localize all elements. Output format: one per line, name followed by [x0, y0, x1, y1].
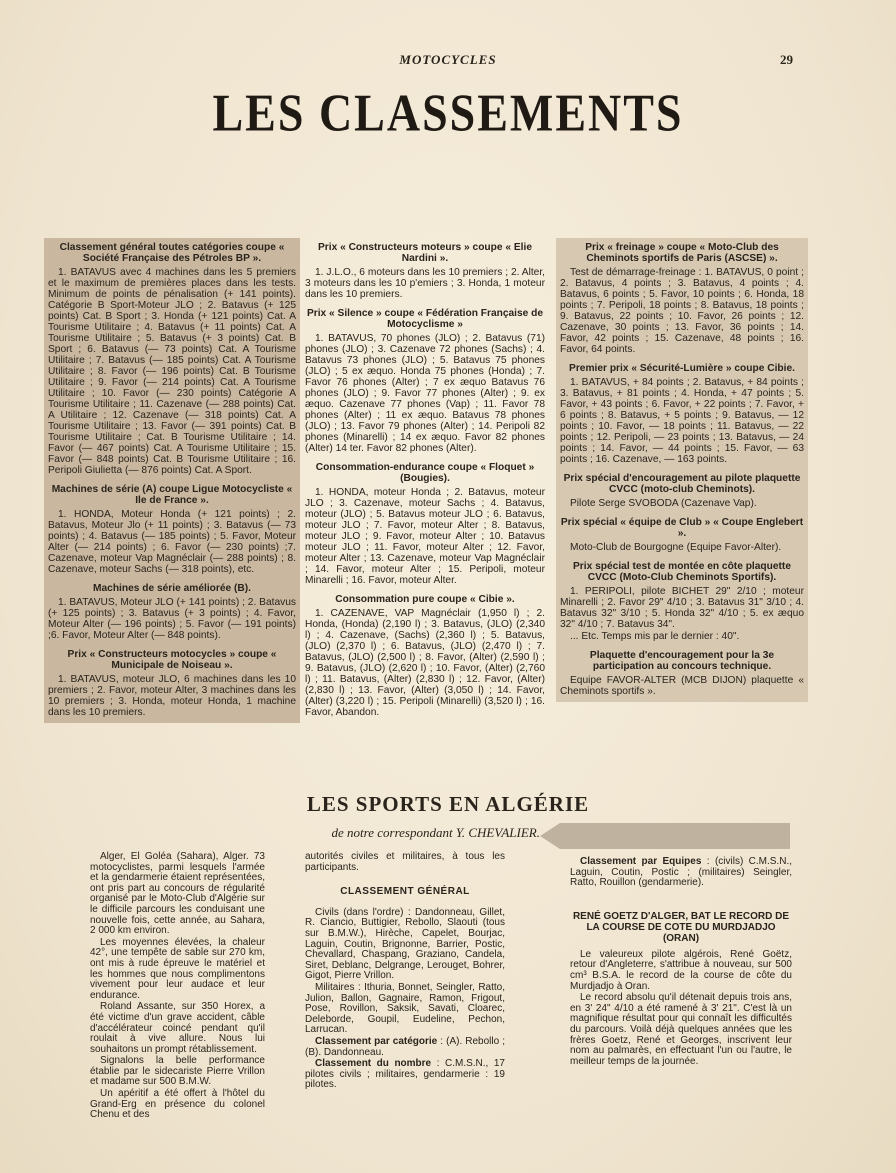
paragraph: Roland Assante, sur 350 Horex, a été victime d'un grave accident, câble d'accélérateur coincé pendant qu'il roulait à vive allure. Nous lui souhaitons un prompt rétablissement.: [90, 1001, 265, 1055]
result-paragraph: Equipe FAVOR-ALTER (MCB DIJON) plaquette « Cheminots sportifs ».: [560, 675, 804, 697]
paragraph: Les moyennes élevées, la chaleur 42°, une tempête de sable sur 270 km, ont mis à rude épreuve le matériel et les hommes que nous complimentons vivement pour leur audace et leur endurance.: [90, 936, 265, 1001]
byline: de notre correspondant Y. CHEVALIER.: [331, 825, 540, 840]
result-paragraph: 1. HONDA, moteur Honda ; 2. Batavus, moteur JLO ; 3. Cazenave, moteur Sachs ; 4. Batavus, moteur (JLO) ; 5. Batavus moteur JLO ; 6. Batavus, moteur JLO ; 7. Favor, moteur Alter ; 8. Batavus, moteur JLO ; 9. Favor, moteur Alter ; 10. Batavus moteur JLO ; 11. Favor, moteur Alter ; 12. Favor, moteur Alter ; 13. Cazenave, moteur Vap Magnéclair ; 14. Favor, moteur Alter ; 15. Peripoli, moteur Minarelli ; 16. Favor, moteur Alter.: [305, 487, 545, 586]
classement-general-heading: CLASSEMENT GÉNÉRAL: [340, 886, 470, 898]
results-column-3: [556, 238, 808, 702]
result-paragraph: Moto-Club de Bourgogne (Equipe Favor-Alter).: [570, 542, 782, 553]
section-heading: Plaquette d'encouragement pour la 3e participation au concours technique.: [589, 650, 775, 672]
algerie-column-1: [90, 852, 265, 1122]
category-label: Classement par catégorie: [315, 1035, 438, 1047]
nombre-text: : C.M.S.N., 17 pilotes civils ; militaires, gendarmerie : 19 pilotes.: [305, 1058, 505, 1091]
result-paragraph: 1. J.L.O., 6 moteurs dans les 10 premiers ; 2. Alter, 3 moteurs dans les 10 p'emiers ; 3. Honda, 1 moteur dans les 10 premiers.: [305, 267, 545, 300]
section-heading: Prix spécial « équipe de Club » « Coupe Englebert ».: [560, 517, 804, 539]
algerie-column-3: [570, 857, 792, 1068]
paragraph: autorités civiles et militaires, à tous les participants.: [305, 851, 505, 873]
paragraph: Alger, El Goléa (Sahara), Alger. 73 motocyclistes, parmi lesquels l'armée et la gendarmerie étaient représentées, ont pris part au concours de régularité organisé par le Moto-Club d'Algérie sur le difficile parcours les conduisant une nouvelle fois, cette année, au Sahara, 2 000 km environ.: [90, 851, 265, 937]
paragraph: [305, 1059, 505, 1091]
section-heading: Machines de série (A) coupe Ligue Motocycliste « Ile de France ».: [51, 484, 293, 506]
paragraph: [570, 857, 792, 889]
result-paragraph: 1. BATAVUS, + 84 points ; 2. Batavus, + 84 points ; 3. Batavus, + 81 points ; 4. Honda, + 47 points ; 5. Favor, + 43 points ; 6. Favor, + 22 points ; 7. Favor, + 6 points ; 8. Batavus, + 5 points ; 9. Batavus, — 12 points ; 10. Favor, — 18 points ; 11. Batavus, — 22 points ; 12. Peripoli, — 23 points ; 13. Batavus, — 24 points ; 14. Favor, — 44 points ; 15. Favor, — 63 points ; 16. Cazenave, — 163 points.: [560, 377, 804, 465]
results-column-2: [305, 242, 545, 719]
paragraph: Signalons la belle performance établie par le sidecariste Pierre Vrillon et madame sur 500 B.M.W.: [90, 1055, 265, 1088]
paragraph: Le record absolu qu'il détenait depuis trois ans, en 3' 24" 4/10 a été ramené à 3' 21". C'est là un magnifique résultat pour qui connaît les difficultés du parcours. Voilà déjà quelques années que les frères Goetz, René et Georges, inscrivent leur nom au palmarès, en effectuant l'un ou l'autre, le meilleur temps de la journée.: [570, 992, 792, 1067]
section-heading: Prix spécial test de montée en côte plaquette CVCC (Moto-Club Cheminots Sportifs).: [573, 561, 791, 583]
byline-arrow-shape: [540, 823, 790, 849]
page-title: LES CLASSEMENTS: [212, 83, 684, 142]
result-paragraph: Test de démarrage-freinage : 1. BATAVUS, 0 point ; 2. Batavus, 4 points ; 3. Batavus, 4 points ; 4. Batavus, 6 points ; 5. Favor, 10 points ; 6. Honda, 18 points ; 7. Peripoli, 18 points ; 8. Batavus, 18 points ; 9. Batavus, 22 points ; 10. Favor, 26 points ; 12. Cazenave, 30 points ; 13. Favor, 36 points ; 14. Favor, 42 points ; 15. Cazenave, 48 points ; 16. Favor, 64 points.: [560, 267, 804, 355]
section-heading: Prix « freinage » coupe « Moto-Club des Cheminots sportifs de Paris (ASCSE) ».: [585, 242, 779, 264]
result-paragraph: 1. BATAVUS avec 4 machines dans les 5 premiers et le maximum de premières places dans les tests. Minimum de points de pénalisation (+ 141 points). Catégorie B Sport-Moteur JLO ; 2. Batavus (+ 125 points) Cat. B Sport ; 3. Honda (+ 121 points) Cat. A Tourisme Utilitaire ; 4. Batavus (+ 11 points) Cat. A Tourisme Utilitaire ; 5. Batavus (+ 3 points) Cat. B Sport ; 6. Batavus (— 73 points) Cat. A Tourisme Utilitaire ; 7. Batavus (— 185 points) Cat. A Tourisme Utilitaire ; 8. Favor (— 196 points) Cat. B Tourisme Utilitaire ; 9. Favor (— 214 points) Cat. A Tourisme Utilitaire ; 10. Favor (— 230 points) Catégorie A Tourisme Utilitaire ; 11. Cazenave (— 288 points) Cat. A Utilitaire ; 12. Cazenave (— 318 points) Cat. A Tourisme Utilitaire ; 13. Favor (— 391 points) Cat. B Tourisme Utilitaire ; Cat. B Tourisme Utilitaire ; 14. Favor (— 467 points) Cat. A Tourisme Utilitaire ; 15. Favor (— 848 points) Cat. B Tourisme Utilitaire ; 16. Peripoli Giulietta (— 876 points) Cat. A Sport.: [48, 267, 296, 476]
paragraph: Le valeureux pilote algérois, René Goëtz, retour d'Angleterre, s'attribue à nouveau, sur 500 cm³ B.S.A. le record de la course de côte du Murdjadjo à Oran.: [570, 948, 792, 992]
paragraph: Militaires : Ithuria, Bonnet, Seingler, Ratto, Julion, Ballon, Gagnaire, Ramon, Frigout, Pose, Rovillon, Saksik, Savati, Cloarec, Deleborde, Goupil, Eudeline, Pechon, Larrucan.: [305, 981, 505, 1036]
section-heading: Consommation-endurance coupe « Floquet » (Bougies).: [315, 462, 535, 484]
paragraph: Un apéritif a été offert à l'hôtel du Grand-Erg en présence du colonel Chenu et des: [90, 1088, 265, 1121]
section-heading: Prix « Constructeurs moteurs » coupe « Elie Nardini ».: [317, 242, 532, 264]
result-paragraph: 1. BATAVUS, moteur JLO, 6 machines dans les 10 premiers ; 2. Favor, moteur Alter, 3 machines dans les 10 premiers ; 3. Honda, moteur Honda, 1 machine dans les 10 premiers.: [48, 674, 296, 718]
section-heading: Machines de série améliorée (B).: [93, 583, 251, 594]
section-heading: Premier prix « Sécurité-Lumière » coupe Cibie.: [569, 363, 795, 374]
section-heading: Classement général toutes catégories coupe « Société Française des Pétroles BP ».: [59, 242, 285, 264]
category-text: : (A). Rebollo ; (B). Dandonneau.: [305, 1035, 505, 1058]
page-number: 29: [780, 52, 793, 67]
section-heading: Prix spécial d'encouragement au pilote plaquette CVCC (moto-club Cheminots).: [563, 473, 801, 495]
section-heading: Prix « Constructeurs motocycles » coupe « Municipale de Noiseau ».: [67, 649, 277, 671]
result-paragraph: 1. CAZENAVE, VAP Magnéclair (1,950 l) ; 2. Honda, (Honda) (2,190 l) ; 3. Batavus, (JLO) (2,340 l) ; 4. Cazenave, (Sachs) (2,360 l) ; 5. Batavus, (JLO) (2,370 l) ; 6. Batavus, (JLO) (2,470 l) ; 7. Batavus, (JLO) (2,500 l) ; 8. Favor, (Alter) (2,590 l) ; 9. Batavus, (JLO) (2,620 l) ; 10. Favor, (Alter) (2,760 l) ; 11. Batavus, (Alter) (2,830 l) ; 12. Favor, (Alter) (2,830 l) ; 13. Favor, (Alter) (3,050 l) ; 14. Favor, (Alter) (3,220 l) ; 15. Peripoli (Minarelli) (3,520 l) ; 16. Favor, Abandon.: [305, 608, 545, 718]
result-paragraph: 1. PERIPOLI, pilote BICHET 29" 2/10 ; moteur Minarelli ; 2. Favor 29" 4/10 ; 3. Batavus 31" 3/10 ; 4. Batavus 32" 3/10 ; 5. Honda 32" 4/10 ; 5. ex æquo 32" 4/10 ; 7. Batavus 34".: [560, 586, 804, 630]
equipes-label: Classement par Equipes: [580, 856, 702, 867]
algerie-column-2: [305, 852, 505, 1092]
equipes-text: : (civils) C.M.S.N., Laguin, Coutin, Postic ; (militaires) Seingler, Ratto, Rouillon (gendarmerie).: [570, 856, 793, 889]
result-paragraph: 1. BATAVUS, 70 phones (JLO) ; 2. Batavus (71) phones (JLO) ; 3. Cazenave 72 phones (Sachs) ; 4. Batavus 73 phones (JLO) ; 5. Batavus 75 phones (JLO) ; 5 ex æquo. Honda 75 phones (Honda) ; 7. Favor 76 phones (Alter) ; 7 ex æquo Batavus 76 phones (JLO) ; 9. Favor 77 phones (Alter) ; 9. ex æquo. Cazenave 77 phones (Vap) ; 11. Favor 78 phones (Alter) ; 11 ex æquo. Batavus 78 phones (JLO) ; 13. Favor 79 phones (Alter) ; 14. Peripoli 82 phones (Minarelli) ; 14 ex æquo. Favor 82 phones (Alter) 14 ter. Favor 82 phones (Alter).: [305, 333, 545, 454]
algerie-section-title: LES SPORTS EN ALGÉRIE: [306, 792, 590, 816]
nombre-label: Classement du nombre: [315, 1058, 432, 1070]
section-heading: Consommation pure coupe « Cibie ».: [335, 594, 515, 605]
running-title: MOTOCYCLES: [399, 52, 497, 67]
result-paragraph: Pilote Serge SVOBODA (Cazenave Vap).: [570, 498, 757, 509]
section-heading: Prix « Silence » coupe « Fédération Française de Motocyclisme »: [306, 308, 544, 330]
paragraph: Civils (dans l'ordre) : Dandonneau, Gillet, R. Ciancio, Buttigier, Rebollo, Slaouti (tous sur B.M.W.), Hirèche, Capelet, Bourjac, Laguin, Coutin, Brignonne, Barrier, Postic, Chevallard, Chaspang, Graziano, Candela, Siret, Deblanc, Delgrange, Lerouget, Bohrer, Gigot, Pierre Vrillon.: [305, 906, 505, 982]
results-column-1: [44, 238, 300, 723]
paragraph: [305, 1037, 505, 1058]
result-paragraph: ... Etc. Temps mis par le dernier : 40".: [570, 631, 740, 642]
result-paragraph: 1. BATAVUS, Moteur JLO (+ 141 points) ; 2. Batavus (+ 125 points) ; 3. Batavus (+ 3 points) ; 4. Favor, Moteur Alter (— 196 points) ; 5. Favor (— 191 points) ;6. Favor, Moteur Alter (— 848 points).: [48, 597, 296, 641]
result-paragraph: 1. HONDA, Moteur Honda (+ 121 points) ; 2. Batavus, Moteur Jlo (+ 11 points) ; 3. Batavus (— 73 points) ; 4. Batavus (— 185 points) ; 5. Favor, Moteur Alter (— 214 points) ; 6. Favor (— 230 points) ;7. Cazenave, moteur Vap Magnéclair (— 288 points) ; 8. Cazenave, moteur Sachs (— 318 points), etc.: [48, 509, 296, 575]
goetz-heading: RENÉ GOETZ D'ALGER, BAT LE RECORD DE LA COURSE DE COTE DU MURDJADJO (ORAN): [572, 910, 790, 944]
